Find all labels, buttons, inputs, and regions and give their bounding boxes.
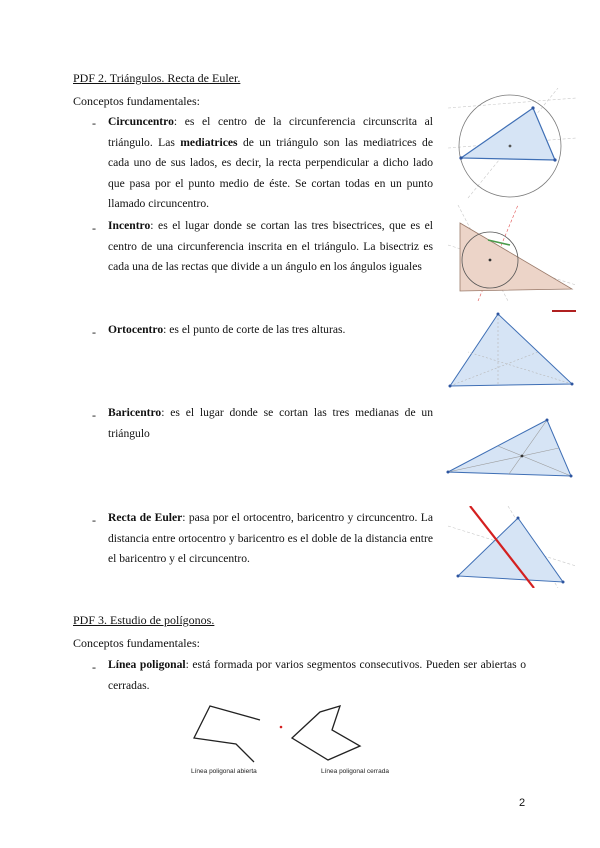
caption-open-polygonal: Línea poligonal abierta — [191, 768, 257, 775]
bullet-marker: - — [92, 408, 96, 422]
recta-euler-figure — [448, 506, 576, 588]
baricentro-figure — [446, 412, 576, 478]
term-circuncentro: Circuncentro — [108, 115, 174, 128]
section-subheading: Conceptos fundamentales: — [73, 636, 200, 650]
bullet-marker: - — [92, 325, 96, 339]
term-incentro: Incentro — [108, 219, 151, 232]
caption-closed-polygonal: Línea poligonal cerrada — [321, 768, 389, 775]
bullet-marker: - — [92, 660, 96, 674]
bullet-marker: - — [92, 513, 96, 527]
list-item-ortocentro — [108, 320, 433, 341]
ortocentro-figure — [448, 312, 576, 388]
term-mediatrices: mediatrices — [180, 135, 238, 149]
definition-text: : es el punto de corte de las tres alturas. — [163, 323, 346, 336]
list-item-incentro — [108, 216, 433, 278]
definition-text: : es el lugar donde se cortan las tres medianas de un triángulo — [108, 406, 433, 440]
definition-text: de un triángulo son las mediatrices de cada uno de sus lados, es decir, la recta perpendicular a dicho lado que pasa por el punto medio de éste. Se cortan todas en un punto llamado circuncentro. — [108, 135, 434, 211]
polygonal-lines-figure — [192, 700, 414, 768]
section-heading-polygons: PDF 3. Estudio de polígonos. — [73, 613, 215, 627]
section-heading-triangles: PDF 2. Triángulos. Recta de Euler. — [73, 71, 241, 85]
bullet-marker: - — [92, 221, 96, 235]
circuncentro-figure — [448, 88, 576, 204]
term-linea-poligonal: Línea poligonal — [108, 658, 186, 671]
term-baricentro: Baricentro — [108, 406, 162, 419]
definition-text: : es el lugar donde se cortan las tres bisectrices, que es el centro de una circunferencia inscrita en el triángulo. La bisectriz es cada una de las rectas que divide a un ángulo en los ángulos iguales — [108, 219, 433, 274]
definition-text: : pasa por el ortocentro, baricentro y circuncentro. La distancia entre ortocentro y baricentro es el doble de la distancia entre el baricentro y el circuncentro. — [108, 511, 433, 566]
list-item-recta-euler — [108, 508, 433, 570]
term-ortocentro: Ortocentro — [108, 323, 164, 336]
bullet-marker: - — [92, 116, 96, 130]
definition-text: : es el centro de la circunferencia circunscrita al triángulo. Las — [108, 115, 433, 149]
list-item-linea-poligonal — [108, 655, 526, 696]
list-item-circuncentro — [108, 112, 433, 215]
section-subheading: Conceptos fundamentales: — [73, 94, 200, 108]
list-item-baricentro — [108, 403, 433, 444]
definition-text: : está formada por varios segmentos consecutivos. Pueden ser abiertas o cerradas. — [108, 658, 526, 692]
page-number: 2 — [519, 797, 526, 809]
term-recta-euler: Recta de Euler — [108, 511, 183, 524]
incentro-figure — [448, 205, 576, 301]
